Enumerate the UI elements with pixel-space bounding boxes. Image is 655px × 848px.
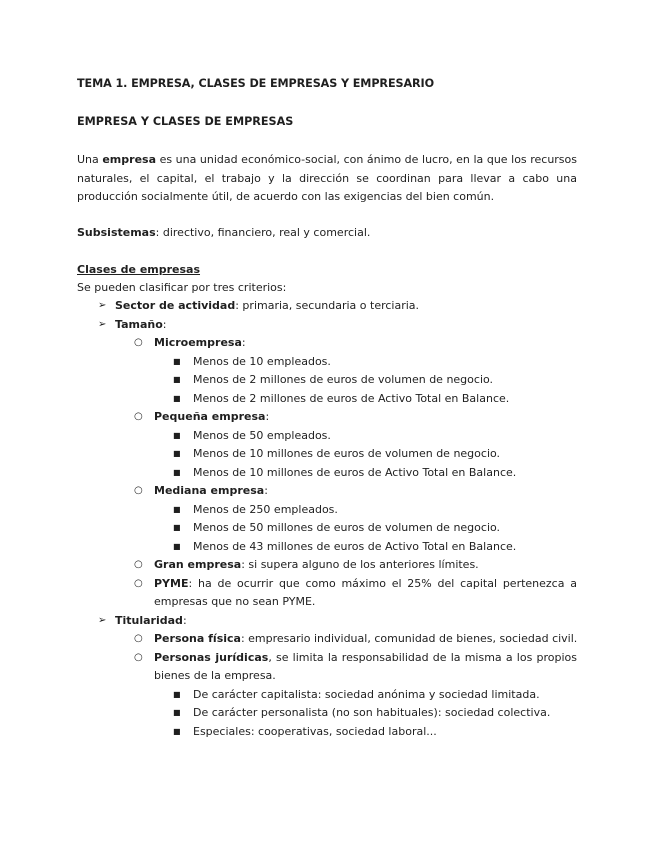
definition-text: es una unidad económico-social, con ánimo de lucro, en la que los recursos naturales, el capital, el trabajo y la dirección se coordinan para llevar a cabo una producción socialmente útil, de acuerdo con las exigencias del bien común. <box>77 153 578 203</box>
mediana-item: Menos de 43 millones de euros de Activo Total en Balance. <box>193 540 517 553</box>
square-bullet-icon: ■ <box>173 357 181 366</box>
square-bullet-icon: ■ <box>173 375 181 384</box>
sector-label: Sector de actividad <box>115 299 236 312</box>
micro-item: Menos de 2 millones de euros de Activo Total en Balance. <box>193 392 510 405</box>
circle-bullet-icon: ○ <box>134 559 143 570</box>
mediana-suffix: : <box>264 484 268 497</box>
mediana-item: Menos de 250 empleados. <box>193 503 338 516</box>
square-bullet-icon: ■ <box>173 523 181 532</box>
micro-item: Menos de 10 empleados. <box>193 355 331 368</box>
definition-term: empresa <box>102 153 156 166</box>
pyme-line <box>154 575 577 611</box>
juridicas-line <box>154 649 577 685</box>
pequena-line <box>154 408 269 426</box>
subsistemas-label: Subsistemas <box>77 226 156 239</box>
mediana-item: Menos de 50 millones de euros de volumen de negocio. <box>193 521 501 534</box>
juridicas-item: De carácter capitalista: sociedad anónima y sociedad limitada. <box>193 688 540 701</box>
definition-paragraph <box>77 151 577 207</box>
arrow-bullet-icon: ➢ <box>98 300 107 311</box>
micro-label: Microempresa <box>154 336 242 349</box>
square-bullet-icon: ■ <box>173 727 181 736</box>
square-bullet-icon: ■ <box>173 431 181 440</box>
mediana-line <box>154 482 268 500</box>
circle-bullet-icon: ○ <box>134 652 143 663</box>
pequena-label: Pequeña empresa <box>154 410 266 423</box>
fisica-line <box>154 630 577 648</box>
pequena-item: Menos de 10 millones de euros de Activo Total en Balance. <box>193 466 517 479</box>
arrow-bullet-icon: ➢ <box>98 319 107 330</box>
pequena-item: Menos de 10 millones de euros de volumen de negocio. <box>193 447 501 460</box>
arrow-bullet-icon: ➢ <box>98 615 107 626</box>
titularidad-line <box>115 612 187 630</box>
square-bullet-icon: ■ <box>173 708 181 717</box>
pequena-item: Menos de 50 empleados. <box>193 429 331 442</box>
clases-heading-text: Clases de empresas <box>77 263 201 276</box>
pyme-label: PYME <box>154 577 189 590</box>
definition-lead: Una <box>77 153 99 166</box>
clases-intro: Se pueden clasificar por tres criterios: <box>77 281 287 294</box>
square-bullet-icon: ■ <box>173 468 181 477</box>
gran-line <box>154 556 479 574</box>
tamano-suffix: : <box>162 318 167 331</box>
circle-bullet-icon: ○ <box>134 411 143 422</box>
circle-bullet-icon: ○ <box>134 337 143 348</box>
fisica-text: : empresario individual, comunidad de bienes, sociedad civil. <box>240 632 578 645</box>
tamano-line <box>115 316 167 334</box>
tamano-label: Tamaño <box>115 318 163 331</box>
document-title: TEMA 1. EMPRESA, CLASES DE EMPRESAS Y EMPRESARIO <box>77 77 434 90</box>
micro-line <box>154 334 246 352</box>
square-bullet-icon: ■ <box>173 690 181 699</box>
fisica-label: Persona física <box>154 632 241 645</box>
sector-line <box>115 297 419 315</box>
juridicas-item: Especiales: cooperativas, sociedad laboral... <box>193 725 437 738</box>
square-bullet-icon: ■ <box>173 394 181 403</box>
circle-bullet-icon: ○ <box>134 633 143 644</box>
juridicas-item: De carácter personalista (no son habituales): sociedad colectiva. <box>193 706 551 719</box>
titularidad-suffix: : <box>182 614 187 627</box>
pyme-text: : ha de ocurrir que como máximo el 25% del capital pertenezca a empresas que no sean PYME. <box>154 577 577 608</box>
juridicas-label: Personas jurídicas <box>154 651 269 664</box>
gran-label: Gran empresa <box>154 558 242 571</box>
clases-heading <box>77 261 200 279</box>
square-bullet-icon: ■ <box>173 542 181 551</box>
titularidad-label: Titularidad <box>115 614 183 627</box>
mediana-label: Mediana empresa <box>154 484 265 497</box>
juridicas-text: , se limita la responsabilidad de la misma a los propios bienes de la empresa. <box>154 651 577 682</box>
square-bullet-icon: ■ <box>173 449 181 458</box>
subsistemas-text: : directivo, financiero, real y comercial. <box>155 226 371 239</box>
pequena-suffix: : <box>265 410 270 423</box>
micro-suffix: : <box>241 336 246 349</box>
gran-text: : si supera alguno de los anteriores límites. <box>241 558 479 571</box>
circle-bullet-icon: ○ <box>134 485 143 496</box>
sector-text: : primaria, secundaria o terciaria. <box>235 299 420 312</box>
micro-item: Menos de 2 millones de euros de volumen de negocio. <box>193 373 494 386</box>
subsistemas-line <box>77 224 370 242</box>
square-bullet-icon: ■ <box>173 505 181 514</box>
section-title: EMPRESA Y CLASES DE EMPRESAS <box>77 115 294 128</box>
circle-bullet-icon: ○ <box>134 578 143 589</box>
